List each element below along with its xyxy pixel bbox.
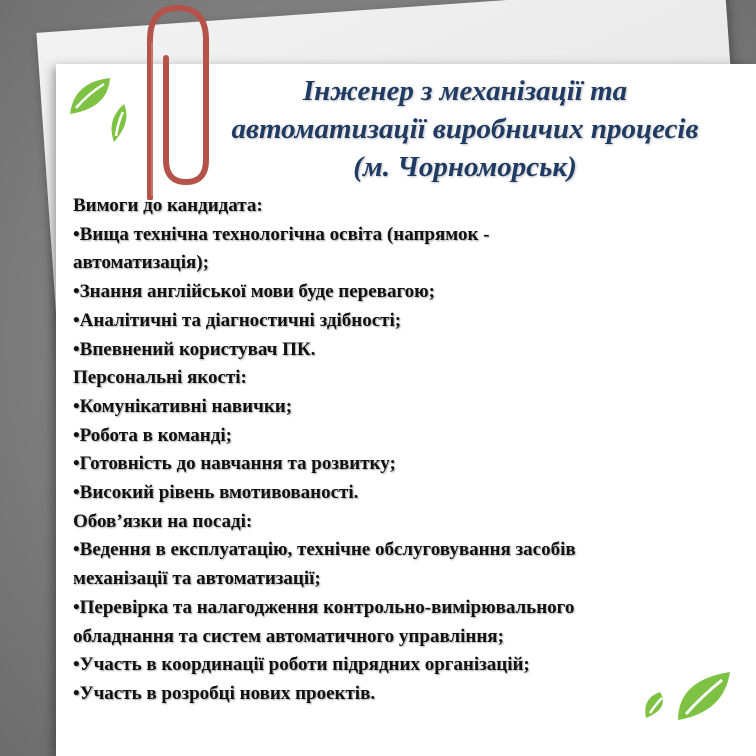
- duty-line: •Ведення в експлуатацію, технічне обслуговування засобів: [73, 539, 576, 561]
- duty-line: •Участь в розробці нових проектів.: [73, 682, 376, 704]
- leaf-icon: [66, 72, 136, 147]
- page-title: [190, 72, 740, 186]
- duties-heading: Обов’язки на посаді:: [73, 510, 253, 532]
- duty-line: механізації та автоматизації;: [73, 568, 321, 590]
- requirement-line: •Впевнений користувач ПК.: [73, 338, 316, 360]
- quality-line: •Комунікативні навички;: [73, 395, 293, 417]
- requirement-line: •Аналітичні та діагностичні здібності;: [73, 309, 402, 331]
- title-line: (м. Чорноморськ): [353, 151, 577, 183]
- duty-line: •Участь в координації роботи підрядних організацій;: [73, 654, 530, 676]
- duty-line: •Перевірка та налагодження контрольно-вимірювального: [73, 596, 575, 618]
- vacancy-body: [73, 192, 713, 709]
- quality-line: •Високий рівень вмотивованості.: [73, 482, 359, 504]
- title-line: автоматизації виробничих процесів: [231, 113, 699, 145]
- qualities-heading: Персональні якості:: [73, 367, 247, 389]
- quality-line: •Готовність до навчання та розвитку;: [73, 453, 396, 475]
- requirement-line: •Вища технічна технологічна освіта (напрямок -: [73, 223, 490, 245]
- duty-line: обладнання та систем автоматичного управління;: [73, 625, 504, 647]
- requirement-line: автоматизація);: [73, 252, 209, 274]
- quality-line: •Робота в команді;: [73, 424, 232, 446]
- requirements-heading: Вимоги до кандидата:: [73, 195, 263, 216]
- requirement-line: •Знання англійської мови буде перевагою;: [73, 281, 435, 303]
- title-line: Інженер з механізації та: [302, 75, 628, 107]
